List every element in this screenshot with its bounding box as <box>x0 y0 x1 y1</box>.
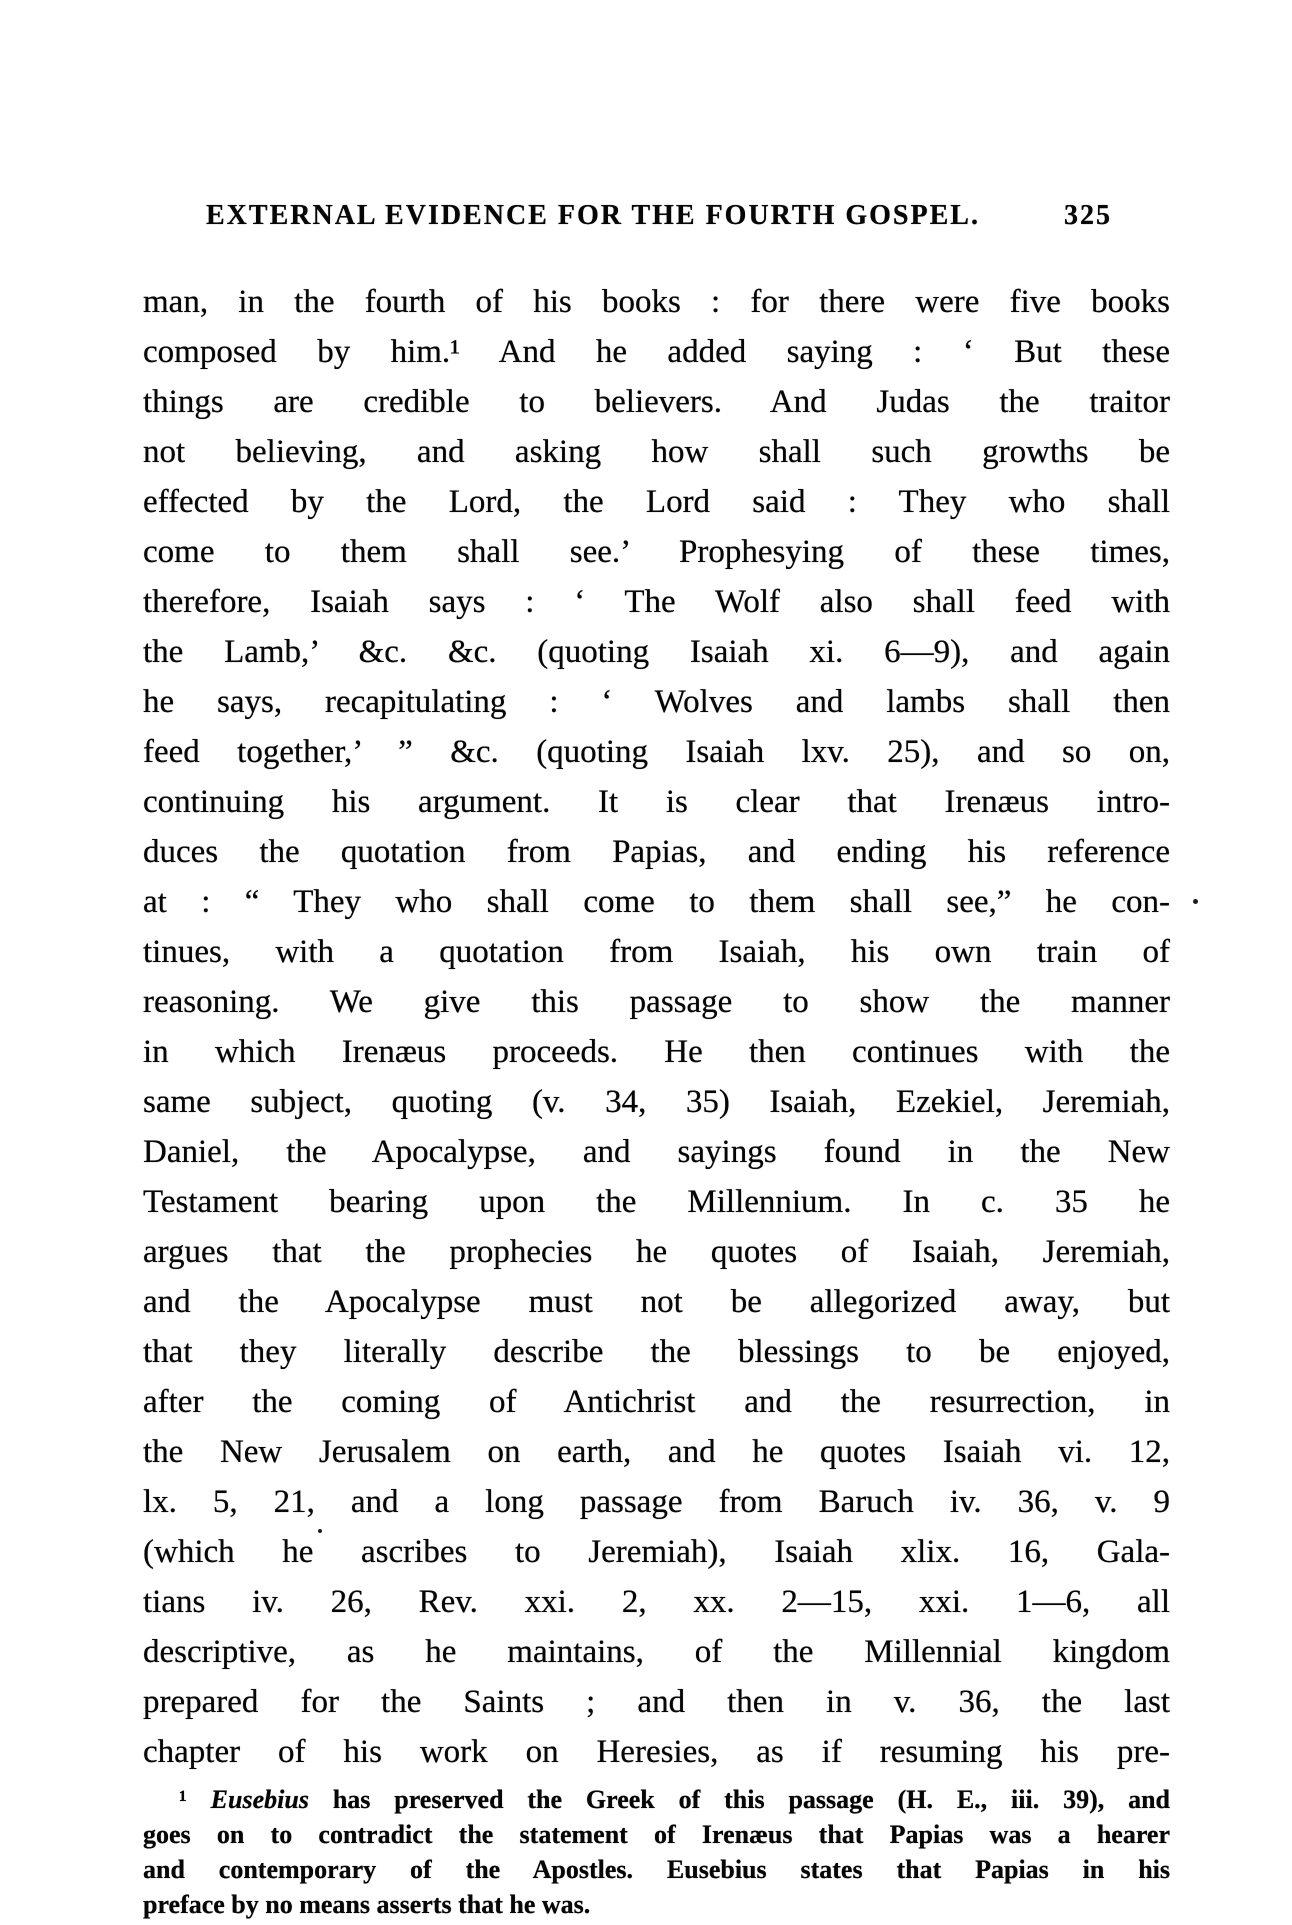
body-text-line: tians iv. 26, Rev. xxi. 2, xx. 2—15, xxi. 1—6, all <box>143 1584 1170 1620</box>
body-text-line: he says, recapitulating : ‘ Wolves and lambs shall then <box>143 684 1170 720</box>
page-number: 325 <box>1064 200 1112 231</box>
body-text-line: Daniel, the Apocalypse, and sayings found in the New <box>143 1134 1170 1170</box>
body-text-line: same subject, quoting (v. 34, 35) Isaiah, Ezekiel, Jeremiah, <box>143 1084 1170 1120</box>
ink-speck <box>1193 899 1198 904</box>
body-text-line: composed by him.¹ And he added saying : ‘ But these <box>143 334 1170 370</box>
footnote-marker: ¹ <box>179 1785 187 1814</box>
footnote-line: goes on to contradict the statement of Irenæus that Papias was a hearer <box>143 1820 1170 1849</box>
body-text-line: feed together,’ ” &c. (quoting Isaiah lxv. 25), and so on, <box>143 734 1170 770</box>
body-text-line: that they literally describe the blessings to be enjoyed, <box>143 1334 1170 1370</box>
body-text-line: tinues, with a quotation from Isaiah, his own train of <box>143 934 1170 970</box>
body-text-line: and the Apocalypse must not be allegorized away, but <box>143 1284 1170 1320</box>
body-text-line: not believing, and asking how shall such growths be <box>143 434 1170 470</box>
body-text-line: after the coming of Antichrist and the resurrection, in <box>143 1384 1170 1420</box>
body-text-line: argues that the prophecies he quotes of Isaiah, Jeremiah, <box>143 1234 1170 1270</box>
footnote-author: Eusebius <box>210 1785 309 1814</box>
footnote-text: has preserved the Greek of this passage (H. E., iii. 39), and <box>332 1785 1171 1814</box>
footnote-line: preface by no means asserts that he was. <box>143 1890 591 1919</box>
body-text-line: continuing his argument. It is clear that Irenæus intro- <box>143 784 1170 820</box>
body-text-line: reasoning. We give this passage to show the manner <box>143 984 1170 1020</box>
body-text-line: descriptive, as he maintains, of the Millennial kingdom <box>143 1634 1170 1670</box>
footnote-line <box>143 1782 1170 1817</box>
body-text-line: Testament bearing upon the Millennium. In c. 35 he <box>143 1184 1170 1220</box>
body-text-line: (which he ascribes to Jeremiah), Isaiah xlix. 16, Gala- <box>143 1534 1170 1570</box>
body-text-line: at : “ They who shall come to them shall see,” he con- <box>143 884 1170 920</box>
body-text-line: chapter of his work on Heresies, as if resuming his pre- <box>143 1734 1170 1770</box>
body-text-block <box>143 277 1170 1777</box>
body-text-line: man, in the fourth of his books : for there were five books <box>143 284 1170 320</box>
body-text-line: therefore, Isaiah says : ‘ The Wolf also shall feed with <box>143 584 1170 620</box>
running-header <box>206 200 1112 232</box>
body-text-line: come to them shall see.’ Prophesying of these times, <box>143 534 1170 570</box>
body-text-line: the New Jerusalem on earth, and he quotes Isaiah vi. 12, <box>143 1434 1170 1470</box>
body-text-line: the Lamb,’ &c. &c. (quoting Isaiah xi. 6—9), and again <box>143 634 1170 670</box>
body-text-line: duces the quotation from Papias, and ending his reference <box>143 834 1170 870</box>
ink-speck <box>318 1529 322 1533</box>
body-text-line: things are credible to believers. And Judas the traitor <box>143 384 1170 420</box>
body-text-line: prepared for the Saints ; and then in v. 36, the last <box>143 1684 1170 1720</box>
body-text-line: in which Irenæus proceeds. He then continues with the <box>143 1034 1170 1070</box>
footnote-block <box>143 1782 1170 1922</box>
body-text-line: lx. 5, 21, and a long passage from Baruch iv. 36, v. 9 <box>143 1484 1170 1520</box>
body-text-line: effected by the Lord, the Lord said : They who shall <box>143 484 1170 520</box>
footnote-line: and contemporary of the Apostles. Eusebius states that Papias in his <box>143 1855 1170 1884</box>
running-header-title: EXTERNAL EVIDENCE FOR THE FOURTH GOSPEL. <box>206 200 980 231</box>
